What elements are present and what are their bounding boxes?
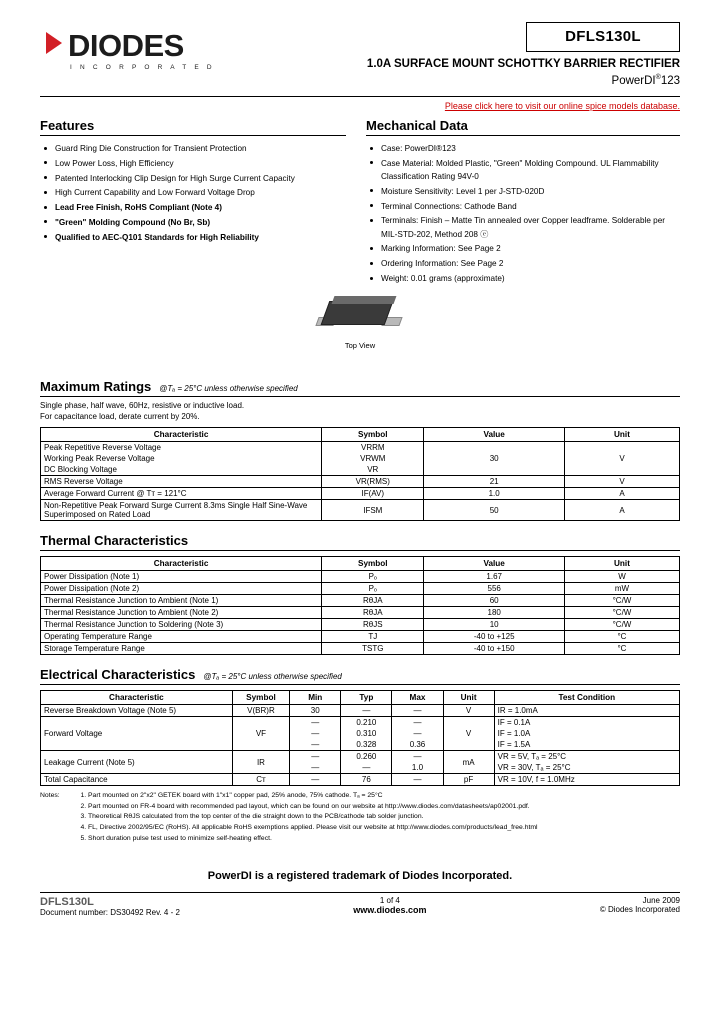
cell-value: 30 (424, 442, 565, 476)
cell-symbol: Pₒ (322, 583, 424, 595)
list-item: 5. Short duration pulse test used to minimize self-heating effect. (88, 834, 538, 844)
maximum-ratings-title: Maximum Ratings (40, 378, 152, 394)
cell-symbol: IR (232, 751, 290, 774)
cell-max: — (392, 705, 443, 717)
cell-max: — (392, 774, 443, 786)
cell-characteristic: Total Capacitance (41, 774, 233, 786)
cell-unit: °C/W (564, 619, 679, 631)
cell-symbol: RθJA (322, 607, 424, 619)
cell-characteristic: Thermal Resistance Junction to Ambient (Note 1) (41, 595, 322, 607)
cell-unit: mA (443, 751, 494, 774)
cell-unit: V (443, 717, 494, 751)
cell-symbol: VR (322, 464, 424, 476)
table-row (41, 717, 680, 729)
registered-icon: ® (655, 74, 661, 81)
footnotes-label: Notes: (40, 792, 60, 799)
cell-value: 556 (424, 583, 565, 595)
table-row (41, 631, 680, 643)
footnotes-list (74, 791, 538, 844)
cell-min: — (290, 728, 341, 739)
device-drawing (317, 295, 403, 335)
table-row (41, 751, 680, 763)
table-row (41, 571, 680, 583)
cell-symbol: Cᴛ (232, 774, 290, 786)
cell-min: — (290, 751, 341, 763)
page-header (28, 0, 692, 98)
cell-characteristic: Storage Temperature Range (41, 643, 322, 655)
cell-max: 0.36 (392, 739, 443, 751)
mechanical-title: Mechanical Data (366, 118, 680, 136)
cell-characteristic: Average Forward Current @ Tᴛ = 121°C (41, 488, 322, 500)
list-item: Terminal Connections: Cathode Band (366, 200, 680, 213)
package-title (612, 74, 680, 87)
column-header: Unit (564, 428, 679, 442)
cell-test-condition: IF = 1.5A (494, 739, 679, 751)
features-list (40, 142, 346, 244)
footer-website-link[interactable]: www.diodes.com (353, 905, 427, 916)
cell-characteristic: Thermal Resistance Junction to Ambient (Note 2) (41, 607, 322, 619)
cell-characteristic: Operating Temperature Range (41, 631, 322, 643)
footnotes-section (28, 791, 692, 844)
table-row (41, 595, 680, 607)
maximum-ratings-head (40, 379, 680, 397)
trademark-notice: PowerDI is a registered trademark of Diodes Incorporated. (207, 870, 513, 883)
cell-characteristic: RMS Reverse Voltage (41, 476, 322, 488)
cell-symbol: VF (232, 717, 290, 751)
package-title-pre: PowerDI (611, 74, 656, 87)
cell-value: 50 (424, 500, 565, 521)
cell-typ: 0.210 (341, 717, 392, 729)
electrical-section (28, 667, 692, 786)
cell-symbol: VR(RMS) (322, 476, 424, 488)
cell-symbol: V(BR)R (232, 705, 290, 717)
cell-characteristic: Non-Repetitive Peak Forward Surge Current 8.3ms Single Half Sine-Wave Superimposed on Rated Load (41, 500, 322, 521)
table-row (41, 476, 680, 488)
column-header: Value (424, 428, 565, 442)
column-header: Unit (443, 691, 494, 705)
electrical-table (40, 690, 680, 786)
cell-characteristic: Reverse Breakdown Voltage (Note 5) (41, 705, 233, 717)
cell-value: 180 (424, 607, 565, 619)
device-body (321, 301, 394, 325)
device-top-surface (332, 296, 397, 304)
cell-symbol: TSTG (322, 643, 424, 655)
column-header: Symbol (232, 691, 290, 705)
column-header: Min (290, 691, 341, 705)
logo-subtext: I N C O R P O R A T E D (70, 64, 215, 71)
column-header: Symbol (322, 557, 424, 571)
cell-typ: — (341, 762, 392, 774)
thermal-table (40, 556, 680, 655)
cell-symbol: VRRM (322, 442, 424, 454)
cell-max: — (392, 717, 443, 729)
cell-typ: — (341, 705, 392, 717)
spice-models-link[interactable]: Please click here to visit our online spice models database. (444, 101, 680, 111)
device-caption: Top View (344, 340, 376, 350)
table-row (41, 619, 680, 631)
cell-unit: V (564, 442, 679, 476)
cell-unit: mW (564, 583, 679, 595)
cell-value: -40 to +125 (424, 631, 565, 643)
electrical-head (40, 667, 680, 685)
logo-triangle-icon (46, 32, 62, 54)
list-item: High Current Capability and Low Forward Voltage Drop (40, 186, 346, 199)
footer-center (353, 896, 426, 917)
table-row (41, 607, 680, 619)
cell-characteristic: Leakage Current (Note 5) (41, 751, 233, 774)
cell-unit: pF (443, 774, 494, 786)
package-illustration (28, 295, 692, 375)
cell-value: 1.0 (424, 488, 565, 500)
cell-symbol: TJ (322, 631, 424, 643)
list-item: Ordering Information: See Page 2 (366, 257, 680, 270)
logo-wordmark: DIODES (68, 28, 184, 63)
cell-symbol: RθJS (322, 619, 424, 631)
mechanical-list (366, 142, 680, 285)
cell-unit: W (564, 571, 679, 583)
list-item: 3. Theoretical RθJS calculated from the top center of the die straight down to the PCB/cathode tab solder junction. (88, 812, 538, 822)
cell-characteristic: Thermal Resistance Junction to Soldering (Note 3) (41, 619, 322, 631)
cell-characteristic: Power Dissipation (Note 1) (41, 571, 322, 583)
footer-copyright: © Diodes Incorporated (599, 905, 680, 915)
part-number-box: DFLS130L (526, 22, 680, 52)
list-item: 1. Part mounted on 2"x2" GETEK board with 1"x1" copper pad, 25% anode, 75% cathode. Tₐ = 25°C (88, 791, 538, 801)
cell-unit: V (564, 476, 679, 488)
cell-characteristic: Peak Repetitive Reverse Voltage (41, 442, 322, 454)
footer-page-number: 1 of 4 (379, 896, 400, 906)
column-header: Value (424, 557, 565, 571)
features-mechanical-row (28, 118, 692, 287)
column-header: Typ (341, 691, 392, 705)
cell-characteristic: Working Peak Reverse Voltage (41, 453, 322, 464)
cell-min: 30 (290, 705, 341, 717)
column-header: Characteristic (41, 428, 322, 442)
thermal-head (40, 533, 680, 551)
cell-test-condition: IF = 0.1A (494, 717, 679, 729)
cell-symbol: Pₒ (322, 571, 424, 583)
column-header: Characteristic (41, 557, 322, 571)
list-item: Case Material: Molded Plastic, "Green" Molding Compound. UL Flammability Classification Rating 94V-0 (366, 157, 680, 184)
cell-test-condition: IF = 1.0A (494, 728, 679, 739)
cell-min: — (290, 717, 341, 729)
cell-typ: 0.310 (341, 728, 392, 739)
thermal-section (28, 533, 692, 655)
cell-unit: °C/W (564, 607, 679, 619)
table-row (41, 488, 680, 500)
table-row (41, 705, 680, 717)
list-item: Case: PowerDI®123 (366, 142, 680, 155)
table-header-row (41, 557, 680, 571)
cell-unit: A (564, 500, 679, 521)
cell-characteristic: DC Blocking Voltage (41, 464, 322, 476)
table-row (41, 583, 680, 595)
cell-test-condition: VR = 10V, f = 1.0MHz (494, 774, 679, 786)
table-row (41, 500, 680, 521)
electrical-condition: @Tₐ = 25°C unless otherwise specified (203, 672, 342, 681)
cell-min: — (290, 739, 341, 751)
page-footer (28, 893, 692, 917)
table-header-row (41, 691, 680, 705)
list-item: 2. Part mounted on FR-4 board with recommended pad layout, which can be found on our website at http://www.diodes.com/datasheets/ap02001.pdf. (88, 802, 538, 812)
cell-characteristic: Forward Voltage (41, 717, 233, 751)
column-header: Test Condition (494, 691, 679, 705)
cell-value: 10 (424, 619, 565, 631)
mechanical-section (360, 118, 680, 287)
list-item: Low Power Loss, High Efficiency (40, 157, 346, 170)
cell-min: — (290, 774, 341, 786)
list-item: Qualified to AEC-Q101 Standards for High Reliability (40, 231, 346, 244)
document-title: 1.0A SURFACE MOUNT SCHOTTKY BARRIER RECTIFIER (366, 58, 680, 70)
list-item: Marking Information: See Page 2 (366, 242, 680, 255)
list-item: Moisture Sensitivity: Level 1 per J-STD-020D (366, 185, 680, 198)
header-divider (40, 96, 680, 97)
cell-symbol: VRWM (322, 453, 424, 464)
table-header-row (41, 428, 680, 442)
cell-typ: 0.328 (341, 739, 392, 751)
footer-date: June 2009 (642, 896, 680, 906)
list-item: Lead Free Finish, RoHS Compliant (Note 4) (40, 201, 346, 214)
cell-symbol: IFSM (322, 500, 424, 521)
cell-max: — (392, 751, 443, 763)
footer-document-number: Document number: DS30492 Rev. 4 - 2 (40, 908, 180, 918)
list-item: Patented Interlocking Clip Design for High Surge Current Capacity (40, 172, 346, 185)
table-row (41, 643, 680, 655)
footer-left (40, 896, 180, 917)
cell-test-condition: IR = 1.0mA (494, 705, 679, 717)
table-row (41, 442, 680, 454)
cell-max: — (392, 728, 443, 739)
maximum-ratings-notes (40, 400, 680, 423)
list-item: Weight: 0.01 grams (approximate) (366, 272, 680, 285)
cell-test-condition: VR = 5V, Tₐ = 25°C (494, 751, 679, 763)
cell-value: 1.67 (424, 571, 565, 583)
cell-unit: °C (564, 631, 679, 643)
column-header: Characteristic (41, 691, 233, 705)
table-row (41, 774, 680, 786)
cell-max: 1.0 (392, 762, 443, 774)
maximum-ratings-condition: @Tₐ = 25°C unless otherwise specified (159, 383, 298, 393)
cell-typ: 76 (341, 774, 392, 786)
list-item: Terminals: Finish – Matte Tin annealed over Copper leadframe. Solderable per MIL-STD-202, Method 208 ⓔ (366, 214, 680, 241)
features-title: Features (40, 118, 346, 136)
cell-min: — (290, 762, 341, 774)
features-section (40, 118, 360, 287)
electrical-title: Electrical Characteristics (40, 667, 196, 682)
column-header: Symbol (322, 428, 424, 442)
cell-unit: °C (564, 643, 679, 655)
footer-part-number: DFLS130L (40, 896, 94, 909)
maximum-ratings-section (28, 379, 692, 521)
maximum-ratings-table (40, 427, 680, 521)
cell-symbol: IF(AV) (322, 488, 424, 500)
diodes-logo (68, 30, 268, 71)
list-item: 4. FL, Directive 2002/95/EC (RoHS). All applicable RoHS exemptions applied. Please visit our website at http://www.diodes.com/products/lead_free.html (88, 823, 538, 833)
max-note-line-1: Single phase, half wave, 60Hz, resistive or inductive load. (40, 400, 245, 410)
footer-right (600, 896, 680, 917)
package-title-post: 123 (660, 74, 680, 87)
column-header: Unit (564, 557, 679, 571)
column-header: Max (392, 691, 443, 705)
cell-unit: °C/W (564, 595, 679, 607)
thermal-title: Thermal Characteristics (40, 533, 189, 548)
list-item: Guard Ring Die Construction for Transient Protection (40, 142, 346, 155)
cell-value: 60 (424, 595, 565, 607)
cell-characteristic: Power Dissipation (Note 2) (41, 583, 322, 595)
cell-value: -40 to +150 (424, 643, 565, 655)
cell-value: 21 (424, 476, 565, 488)
cell-test-condition: VR = 30V, Tₐ = 25°C (494, 762, 679, 774)
list-item: "Green" Molding Compound (No Br, Sb) (40, 216, 346, 229)
max-note-line-2: For capacitance load, derate current by 20%. (40, 412, 200, 422)
cell-symbol: RθJA (322, 595, 424, 607)
cell-typ: 0.260 (341, 751, 392, 763)
cell-unit: A (564, 488, 679, 500)
cell-unit: V (443, 705, 494, 717)
